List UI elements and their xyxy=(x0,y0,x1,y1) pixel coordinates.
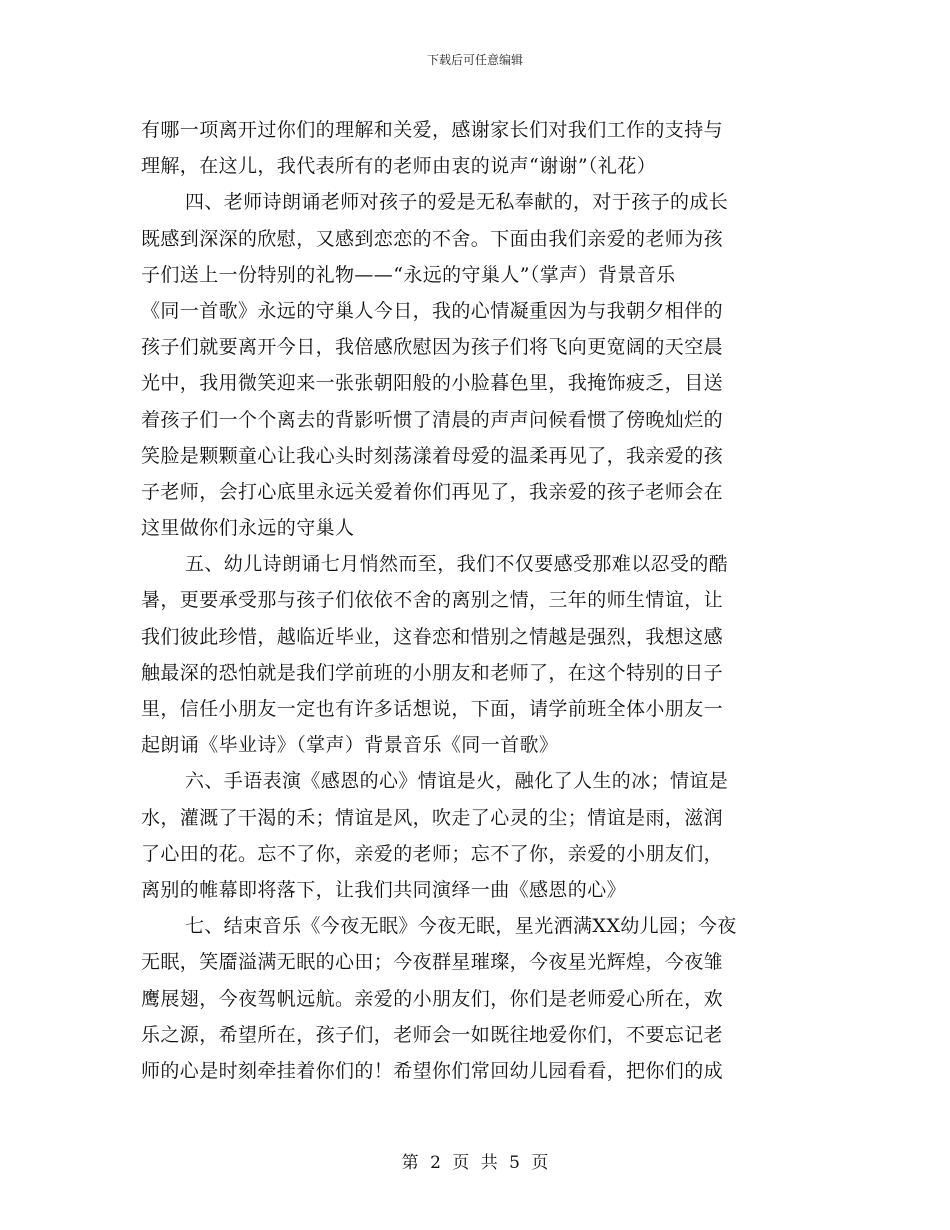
text-line: 有哪一项离开过你们的理解和关爱，感谢家长们对我们工作的支持与 xyxy=(141,119,724,141)
text-line: 子老师，会打心底里永远关爱着你们再见了，我亲爱的孩子老师会在 xyxy=(141,480,724,503)
text-line: 子们送上一份特别的礼物——“永远的守巢人”（掌声）背景音乐 xyxy=(141,263,676,286)
text-line: 乐之源，希望所在，孩子们，老师会一如既往地爱你们，不要忘记老 xyxy=(141,1023,724,1046)
text-line: 这里做你们永远的守巢人 xyxy=(141,517,355,540)
page-number-footer: 第 2 页 共 5 页 xyxy=(401,1153,549,1173)
document-body xyxy=(141,112,809,1089)
text-line: 光中，我用微笑迎来一张张朝阳般的小脸暮色里，我掩饰疲乏，目送 xyxy=(141,372,724,395)
text-line: 既感到深深的欣慰，又感到恋恋的不舍。下面由我们亲爱的老师为孩 xyxy=(141,227,724,250)
paragraph-start-line: 七、结束音乐《今夜无眠》今夜无眠，星光洒满XX幼儿园；今夜 xyxy=(185,915,737,938)
text-line: 《同一首歌》永远的守巢人今日，我的心情凝重因为与我朝夕相伴的 xyxy=(141,299,724,322)
text-line: 里，信任小朋友一定也有许多话想说，下面，请学前班全体小朋友一 xyxy=(141,698,724,720)
text-line: 触最深的恐怕就是我们学前班的小朋友和老师了，在这个特别的日子 xyxy=(141,661,724,684)
paragraph-start-line: 六、手语表演《感恩的心》情谊是火，融化了人生的冰；情谊是 xyxy=(185,770,729,793)
text-line: 师的心是时刻牵挂着你们的！希望你们常回幼儿园看看，把你们的成 xyxy=(141,1059,724,1082)
text-line: 离别的帷幕即将落下，让我们共同演绎一曲《感恩的心》 xyxy=(141,878,627,901)
text-line: 鹰展翅，今夜驾帆远航。亲爱的小朋友们，你们是老师爱心所在，欢 xyxy=(141,987,724,1010)
text-line: 我们彼此珍惜，越临近毕业，这眷恋和惜别之情越是强烈，我想这感 xyxy=(141,625,724,648)
text-line: 无眠，笑靥溢满无眠的心田；今夜群星璀璨，今夜星光辉煌，今夜雏 xyxy=(141,951,724,974)
text-line: 水，灌溉了干渴的禾；情谊是风，吹走了心灵的尘；情谊是雨，滋润 xyxy=(141,806,724,829)
paragraph-start-line: 五、幼儿诗朗诵七月悄然而至，我们不仅要感受那难以忍受的酷 xyxy=(185,553,729,576)
paragraph-start-line: 四、老师诗朗诵老师对孩子的爱是无私奉献的，对于孩子的成长 xyxy=(185,191,729,214)
text-line: 笑脸是颗颗童心让我心头时刻荡漾着母爱的温柔再见了，我亲爱的孩 xyxy=(141,444,724,467)
text-line: 理解，在这儿，我代表所有的老师由衷的说声“谢谢”（礼花） xyxy=(141,155,657,178)
text-line: 起朗诵《毕业诗》（掌声）背景音乐《同一首歌》 xyxy=(141,734,559,757)
text-line: 着孩子们一个个离去的背影听惯了清晨的声声问候看惯了傍晚灿烂的 xyxy=(141,408,724,431)
text-line: 孩子们就要离开今日，我倍感欣慰因为孩子们将飞向更宽阔的天空晨 xyxy=(141,336,724,359)
page-header: 下载后可任意编辑 xyxy=(426,53,523,67)
text-line: 暑，更要承受那与孩子们依依不舍的离别之情，三年的师生情谊，让 xyxy=(141,589,724,612)
text-line: 了心田的花。忘不了你，亲爱的老师；忘不了你，亲爱的小朋友们， xyxy=(141,842,724,865)
